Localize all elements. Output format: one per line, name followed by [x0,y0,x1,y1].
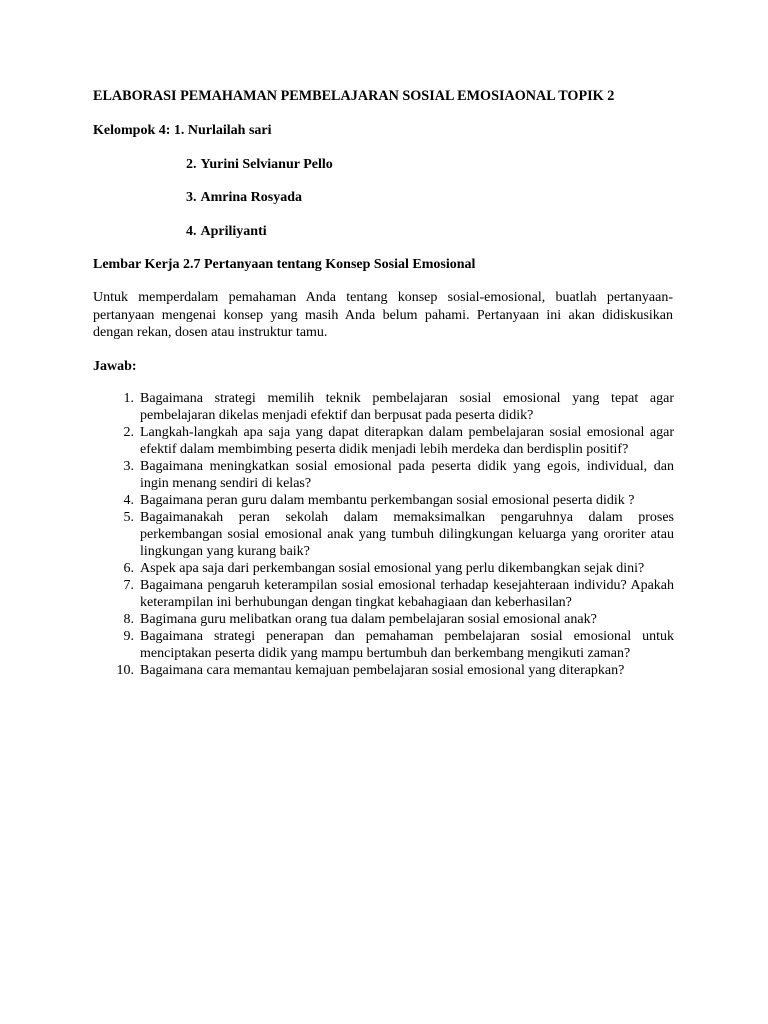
question-text: Aspek apa saja dari perkembangan sosial emosional yang perlu dikembangkan sejak dini? [140,561,645,576]
question-item [112,628,674,662]
question-text: Bagaimanakah peran sekolah dalam memaksimalkan pengaruhnya dalam proses perkembangan sosial emosional anak yang tumbuh dilingkungan keluarga yang ororiter atau lingkungan yang kurang baik? [140,510,674,559]
question-text: Bagaimana pengaruh keterampilan sosial emosional terhadap kesejahteraan individu? Apakah keterampilan ini berhubungan dengan tingkat kebahagiaan dan keberhasilan? [140,578,674,610]
question-number: 3. [123,459,134,474]
member-name: Nurlailah sari [187,123,272,138]
question-item [112,424,674,458]
question-number: 8. [123,612,134,627]
question-text: Bagaimana peran guru dalam membantu perkembangan sosial emosional peserta didik ? [140,493,635,508]
member-number: 3. [186,190,197,205]
question-item [112,492,674,509]
member-item [186,157,333,173]
question-number: 5. [123,510,134,525]
question-text: Bagaimana cara memantau kemajuan pembelajaran sosial emosional yang diterapkan? [140,663,625,678]
question-text: Bagimana guru melibatkan orang tua dalam pembelajaran sosial emosional anak? [140,612,597,627]
question-item [112,390,674,424]
question-item [112,560,674,577]
question-list [112,390,674,679]
member-name: Amrina Rosyada [200,190,303,205]
question-number: 9. [123,629,134,644]
question-number: 1. [123,391,134,406]
question-text: Bagaimana strategi penerapan dan pemahaman pembelajaran sosial emosional untuk menciptakan peserta didik yang mampu bertumbuh dan berkembang mengikuti zaman? [140,629,674,661]
intro-paragraph: Untuk memperdalam pemahaman Anda tentang konsep sosial-emosional, buatlah pertanyaan-pertanyaan mengenai konsep yang masih Anda belum pahami. Pertanyaan ini akan didiskusikan dengan rekan, dosen atau instruktur tamu. [93,290,673,340]
question-text: Bagaimana strategi memilih teknik pembelajaran sosial emosional yang tepat agar pembelajaran dikelas menjadi efektif dan berpusat pada peserta didik? [140,391,674,423]
worksheet-title: Lembar Kerja 2.7 Pertanyaan tentang Konsep Sosial Emosional [93,257,476,272]
question-number: 10. [116,663,134,678]
question-number: 7. [123,578,134,593]
question-number: 6. [123,561,134,576]
question-item [112,662,674,679]
answer-label: Jawab: [93,359,137,374]
question-text: Langkah-langkah apa saja yang dapat diterapkan dalam pembelajaran sosial emosional agar efektif dalam membimbing peserta didik menjadi lebih merdeka dan berdisplin positif? [140,425,674,457]
member-number: 4. [186,224,197,239]
question-number: 2. [123,425,134,440]
question-number: 4. [123,493,134,508]
member-name: Yurini Selvianur Pello [200,157,333,172]
document-title: ELABORASI PEMAHAMAN PEMBELAJARAN SOSIAL EMOSIAONAL TOPIK 2 [93,88,615,104]
group-label: Kelompok 4: [93,123,171,138]
question-item [112,611,674,628]
member-item [186,224,267,240]
member-item [186,190,302,206]
question-item [112,458,674,492]
member-number: 1. [173,123,185,138]
group-label-row [93,123,272,139]
question-text: Bagaimana meningkatkan sosial emosional pada peserta didik yang egois, individual, dan ingin menang sendiri di kelas? [140,459,674,491]
member-number: 2. [186,157,197,172]
question-item [112,577,674,611]
question-item [112,509,674,560]
member-name: Apriliyanti [200,224,267,239]
